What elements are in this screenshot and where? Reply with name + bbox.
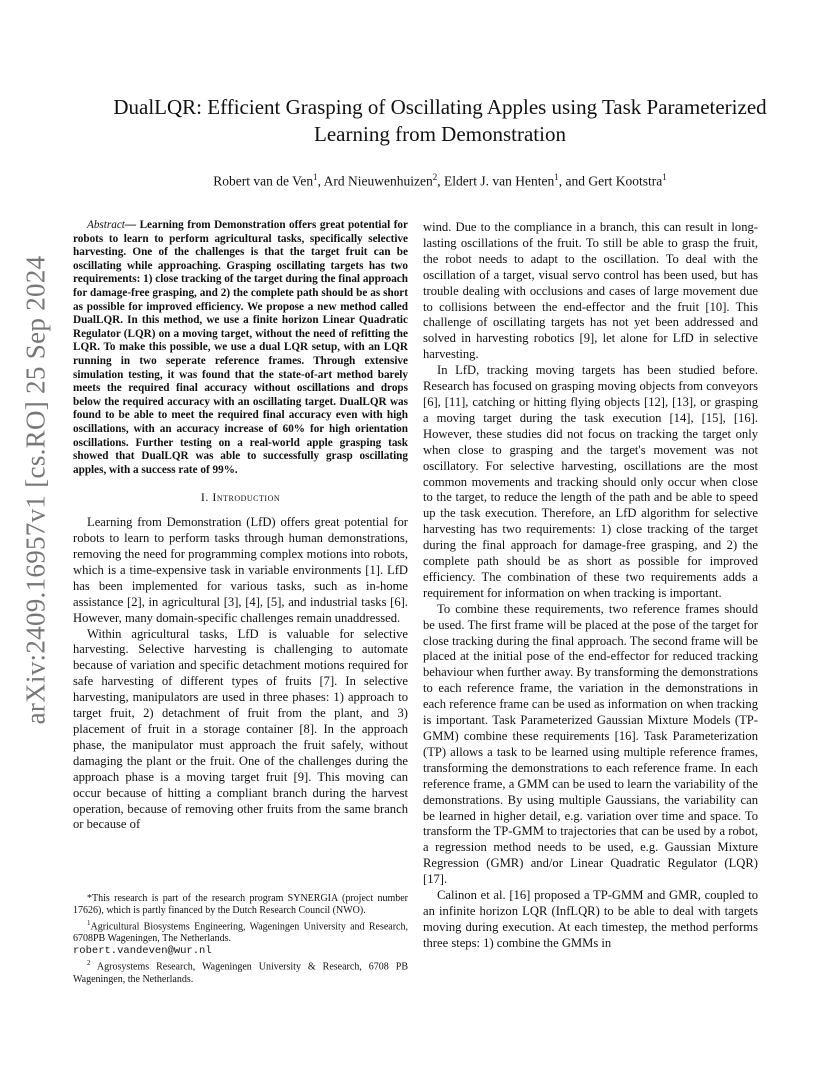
author-separator: , [437, 173, 444, 189]
body-paragraph: wind. Due to the compliance in a branch, this can result in long-lasting oscillations of the fruit. To still be able to grasp the fruit, the robot needs to adapt to the oscillation. To deal with the oscillation of a target, visual servo control has been used, but has trouble dealing with occlusions and cases of large movement due to collisions between the end-effector and the fruit [10]. This challenge of oscillating targets has not yet been addressed and solved in harvesting robotics [9], let alone for LfD in selective harvesting. [423, 220, 758, 362]
section-heading-introduction: I. Introduction [200, 490, 281, 505]
author-affiliation-mark: 1 [554, 172, 559, 182]
abstract [73, 219, 408, 477]
right-column [423, 220, 758, 952]
footnote-funding: *This research is part of the research program SYNERGIA (project number 17626), which is partly financed by the Dutch Research Council (NWO). [73, 893, 408, 916]
paper-title: DualLQR: Efficient Grasping of Oscillating Apples using Task Parameterized Learning from Demonstration [113, 95, 767, 146]
author-affiliation-mark: 1 [313, 172, 318, 182]
author-affiliation-mark: 2 [432, 172, 438, 182]
footnote-mark: 2 [87, 959, 91, 968]
abstract-text: — Learning from Demonstration offers great potential for robots to learn to perform agricultural tasks, specifically selective harvesting. One of the challenges is that the target fruit can be oscillating while approaching. Grasping oscillating targets has two requirements: 1) close tracking of the target during the final approach for damage-free grasping, and 2) the complete path should be as short as possible for improved efficiency. We propose a new method called DualLQR. In this method, we use a finite horizon Linear Quadratic Regulator (LQR) on a moving target, without the need of refitting the LQR. To make this possible, we use a dual LQR setup, with an LQR running in two seperate reference frames. Through extensive simulation testing, it was found that the state-of-art method barely meets the required final accuracy without oscillations and drops below the required accuracy with an oscillating target. DualLQR was found to be able to meet the required final accuracy even with high oscillations, with an accuracy increase of 60% for high orientation oscillations. Further testing on a real-world apple grasping task showed that DualLQR was able to successfully grasp oscillating apples, with a success rate of 99%. [73, 219, 408, 476]
author-separator: , and [558, 173, 589, 189]
body-paragraph: In LfD, tracking moving targets has been studied before. Research has focused on grasping moving objects from conveyors [6], [11], catching or hitting flying objects [12], [13], or grasping a moving target during the task execution [14], [15], [16]. However, these studies did not focus on tracking the target only when close to grasping and the target's movement was not oscillatory. For selective harvesting, oscillations are the most common movements and tracking should only occur when close to the target, to reduce the length of the path and be able to speed up the task execution. Therefore, an LfD algorithm for selective harvesting has two requirements: 1) close tracking of the target during the final approach for damage-free grasping, and 2) the complete path should be as short as possible for improved efficiency. The combination of these two requirements adds a requirement for information on when tracking is important. [423, 363, 758, 600]
body-paragraph: To combine these requirements, two reference frames should be used. The first frame will be placed at the pose of the target for close tracking during the final approach. The second frame will be placed at the initial pose of the end-effector for reduced tracking behaviour when further away. By transforming the demonstrations to each reference frame, the variation in the demonstrations in each reference frame can be used as information on when tracking is important. Task Parameterized Gaussian Mixture Models (TP-GMM) combine these requirements [16]. Task Parameterization (TP) allows a task to be learned using multiple reference frames, transforming the demonstrations to each reference frame. In each reference frame, a GMM can be used to learn the variability of the demonstrations. By using multiple Gaussians, the variability can be learned in higher detail, e.g. variation over time and space. To transform the TP-GMM to trajectories that can be used by a robot, a regression method needs to be used, e.g. Gaussian Mixture Regression (GMR) and/or Linear Quadratic Regulator (LQR) [17]. [423, 601, 758, 887]
footnote-affiliation-1-text: Agricultural Biosystems Engineering, Wageningen University and Research, 6708PB Wageningen, The Netherlands. [73, 921, 408, 945]
body-paragraph: Calinon et al. [16] proposed a TP-GMM and GMR, coupled to an infinite horizon LQR (InfLQR) to be able to deal with targets moving during execution. At each timestep, the method performs three steps: 1) combine the GMMs in [423, 888, 758, 950]
author-list [90, 172, 790, 190]
author-separator: , [317, 173, 324, 189]
author: Gert Kootstra [588, 173, 663, 189]
left-column [73, 219, 408, 833]
arxiv-stamp-text: arXiv:2409.16957v1 [cs.RO] 25 Sep 2024 [20, 255, 51, 725]
author: Eldert J. van Henten [444, 173, 555, 189]
author-affiliation-mark: 1 [662, 172, 667, 182]
author-email-link[interactable]: robert.vandeven@wur.nl [73, 945, 212, 958]
author: Ard Nieuwenhuizen [323, 173, 433, 189]
footnote-mark: 1 [87, 919, 91, 927]
body-paragraph: Learning from Demonstration (LfD) offers great potential for robots to learn to perform tasks through human demonstrations, removing the need for programming complex motions into robots, which is a time-expensive task in variable environments [1]. LfD has been implemented for various tasks, such as in-home assistance [2], in agricultural [3], [4], [5], and industrial tasks [6]. However, many domain-specific challenges remain unaddressed. [73, 515, 408, 625]
footnote-affiliation-2 [73, 957, 408, 985]
footnote-affiliation-1 [73, 917, 408, 957]
abstract-label: Abstract [87, 219, 125, 231]
author: Robert van de Ven [213, 173, 314, 189]
arxiv-stamp [6, 140, 66, 840]
footnote-affiliation-2-text: Agrosystems Research, Wageningen University & Research, 6708 PB Wageningen, the Netherlands. [73, 961, 408, 985]
footnotes [73, 893, 408, 986]
body-paragraph: Within agricultural tasks, LfD is valuable for selective harvesting. Selective harvesting is challenging to automate because of variation and specific detachment motions required for safe harvesting of different types of fruits [7]. In selective harvesting, manipulators are used in three phases: 1) approach to target fruit, 2) detachment of fruit from the plant, and 3) placement of fruit in a storage container [8]. In the approach phase, the manipulator must approach the fruit safely, without damaging the plant or the fruit. One of the challenges during the approach phase is a moving target fruit [9]. This moving can occur because of hitting a compliant branch during the harvest operation, because of removing other fruits from the same branch or because of [73, 626, 408, 832]
